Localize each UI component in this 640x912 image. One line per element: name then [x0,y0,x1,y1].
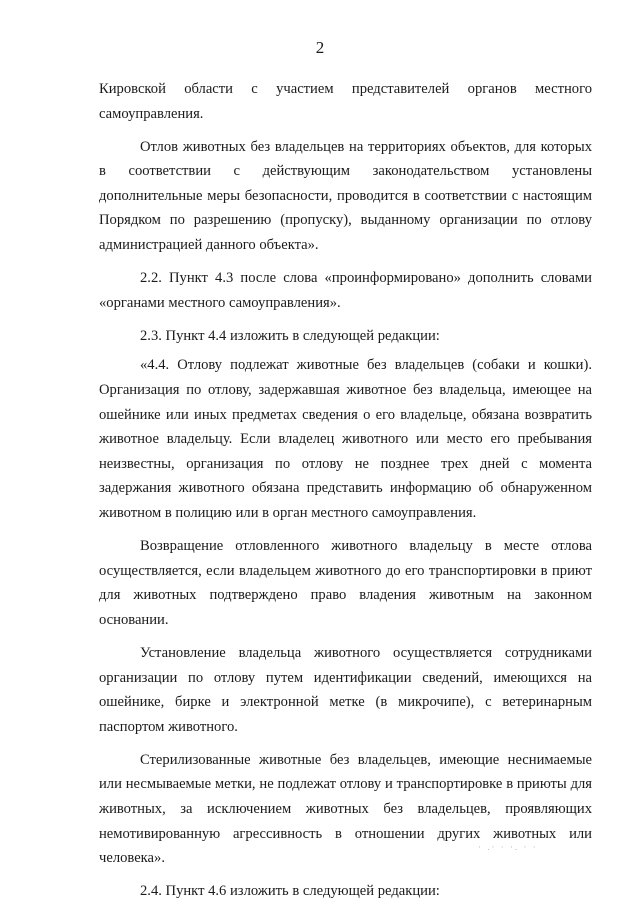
paragraph-clause-4-4: «4.4. Отлову подлежат животные без владельцев (собаки и кошки). Организация по отлову, задержавшая животное без владельца, имеющее на ошейнике или иных предметах сведения о его владельце, обязана возвратить животное владельцу. Если владелец животного или место его пребывания неизвестны, организация по отлову не позднее трех дней с момента задержания животного обязана представить информацию об обнаруженном животном в полицию или в орган местного самоуправления. [99,357,592,521]
paragraph-sterilized-animals: Стерилизованные животные без владельцев, имеющие неснимаемые или несмываемые метки, не подлежат отлову и транспортировке в приюты для животных, за исключением животных без владельцев, проявляющих немотивированную агрессивность в отношении других животных или человека». [99,751,592,867]
paragraph-item-2-2: 2.2. Пункт 4.3 после слова «проинформировано» дополнить словами «органами местного самоуправления». [99,270,592,311]
paragraph-item-2-3: 2.3. Пункт 4.4 изложить в следующей редакции: [140,327,440,344]
paragraph-capture-restricted-areas: Отлов животных без владельцев на территориях объектов, для которых в соответствии с действующим законодательством установлены дополнительные меры безопасности, проводится в соответствии с настоящим Порядком по разрешению (пропуску), выданному организации по отлову администрацией данного объекта». [99,138,592,254]
page-number: 2 [315,38,325,57]
paragraph-owner-identification: Установление владельца животного осуществляется сотрудниками организации по отлову путем идентификации сведений, имеющихся на ошейнике, бирке и электронной метке (в микрочипе), с ветеринарным паспортом животного. [99,644,592,735]
document-body [99,77,592,912]
scan-noise: · .· · ·. · · [478,842,538,852]
paragraph-return-to-owner: Возвращение отловленного животного владельцу в месте отлова осуществляется, если владельцем животного до его транспортировки в приют для животных подтверждено право владения животным на законном основании. [99,538,592,628]
paragraph-continuation: Кировской области с участием представителей органов местного самоуправления. [99,81,592,122]
paragraph-item-2-4: 2.4. Пункт 4.6 изложить в следующей редакции: [140,883,440,900]
